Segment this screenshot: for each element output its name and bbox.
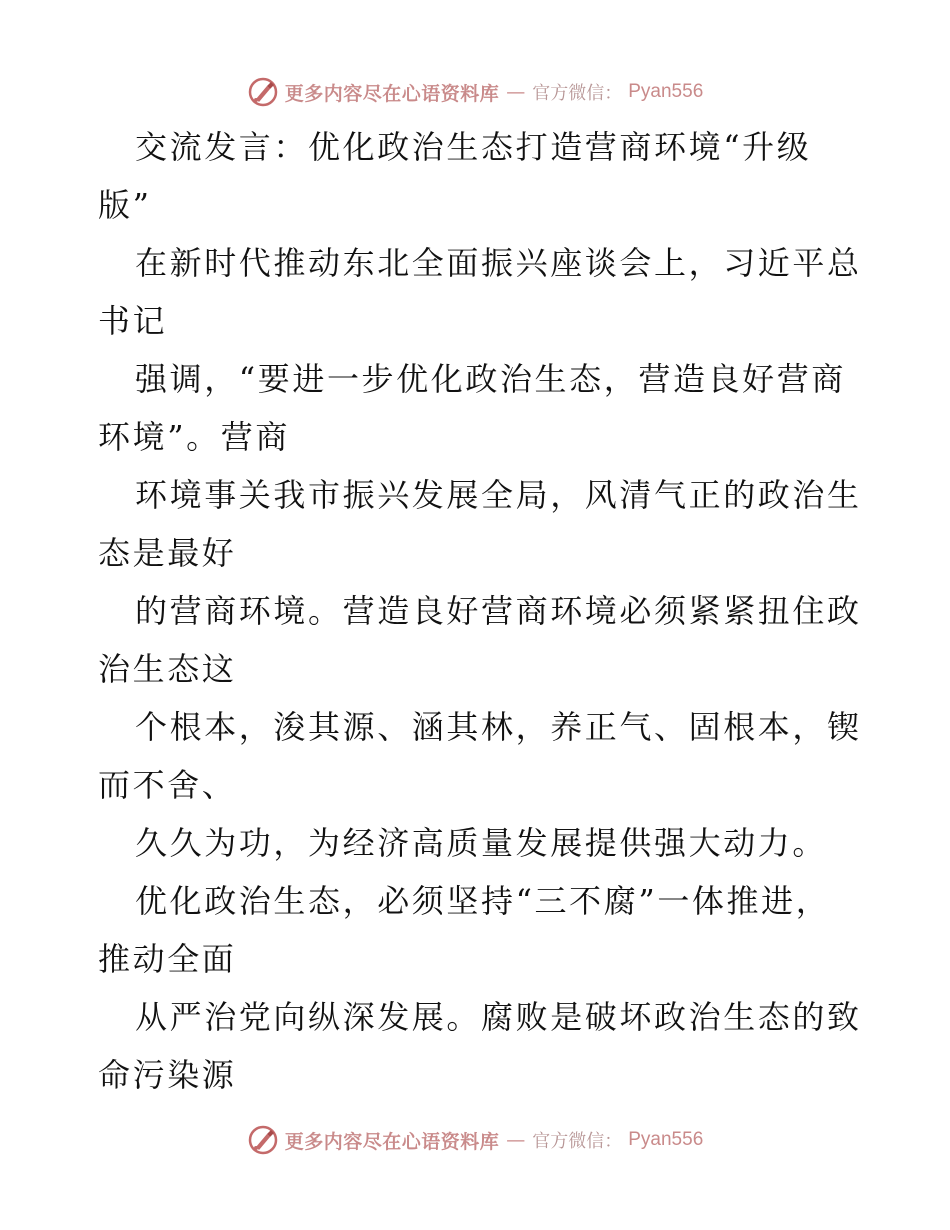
paragraph-line: 从严治党向纵深发展。腐败是破坏政治生态的致 (135, 998, 862, 1036)
paragraph-title (98, 118, 858, 234)
document-body (98, 118, 862, 1104)
paragraph-line: 交流发言：优化政治生态打造营商环境“升级 (135, 128, 812, 166)
paragraph (98, 234, 862, 350)
paragraph-line: 个根本，浚其源、涵其林，养正气、固根本，锲 (135, 708, 862, 746)
paragraph-line: 优化政治生态，必须坚持“三不腐”一体推进， (135, 882, 831, 920)
watermark-sub-text: 官方微信： (532, 83, 623, 104)
header-watermark (0, 72, 950, 112)
paragraph-line: 久久为功，为经济高质量发展提供强大动力。 (135, 824, 828, 862)
watermark-sub-text: 官方微信： (532, 1131, 623, 1152)
paragraph-line: 环境”。营商 (98, 418, 290, 456)
paragraph-line: 在新时代推动东北全面振兴座谈会上，习近平总 (135, 244, 862, 282)
paragraph (98, 582, 862, 698)
paragraph-line: 态是最好 (98, 534, 237, 572)
watermark-wechat-id: Pyan556 (628, 1129, 704, 1150)
watermark-wechat-id: Pyan556 (628, 81, 704, 102)
paragraph (98, 814, 858, 872)
paragraph-line: 强调，“要进一步优化政治生态，营造良好营商 (135, 360, 846, 398)
paragraph-line: 书记 (98, 302, 168, 340)
paragraph-line: 命污染源 (98, 1056, 237, 1094)
paragraph-line: 治生态这 (98, 650, 237, 688)
watermark-dash: — (506, 81, 526, 103)
paragraph-line: 的营商环境。营造良好营商环境必须紧紧扭住政 (135, 592, 862, 630)
paragraph-line: 版” (98, 186, 152, 224)
paragraph (98, 988, 862, 1104)
paragraph (98, 698, 862, 814)
paragraph (98, 872, 858, 988)
watermark-dash: — (506, 1129, 526, 1151)
watermark-main-text: 更多内容尽在心语资料库 (284, 1130, 500, 1153)
paragraph-line: 推动全面 (98, 940, 237, 978)
paragraph (98, 350, 858, 466)
paragraph-line: 而不舍、 (98, 766, 237, 804)
footer-watermark (0, 1120, 950, 1160)
pen-logo-icon (247, 1124, 279, 1156)
paragraph (98, 466, 862, 582)
paragraph-line: 环境事关我市振兴发展全局，风清气正的政治生 (135, 476, 862, 514)
watermark-main-text: 更多内容尽在心语资料库 (284, 82, 500, 105)
pen-logo-icon (247, 76, 279, 108)
